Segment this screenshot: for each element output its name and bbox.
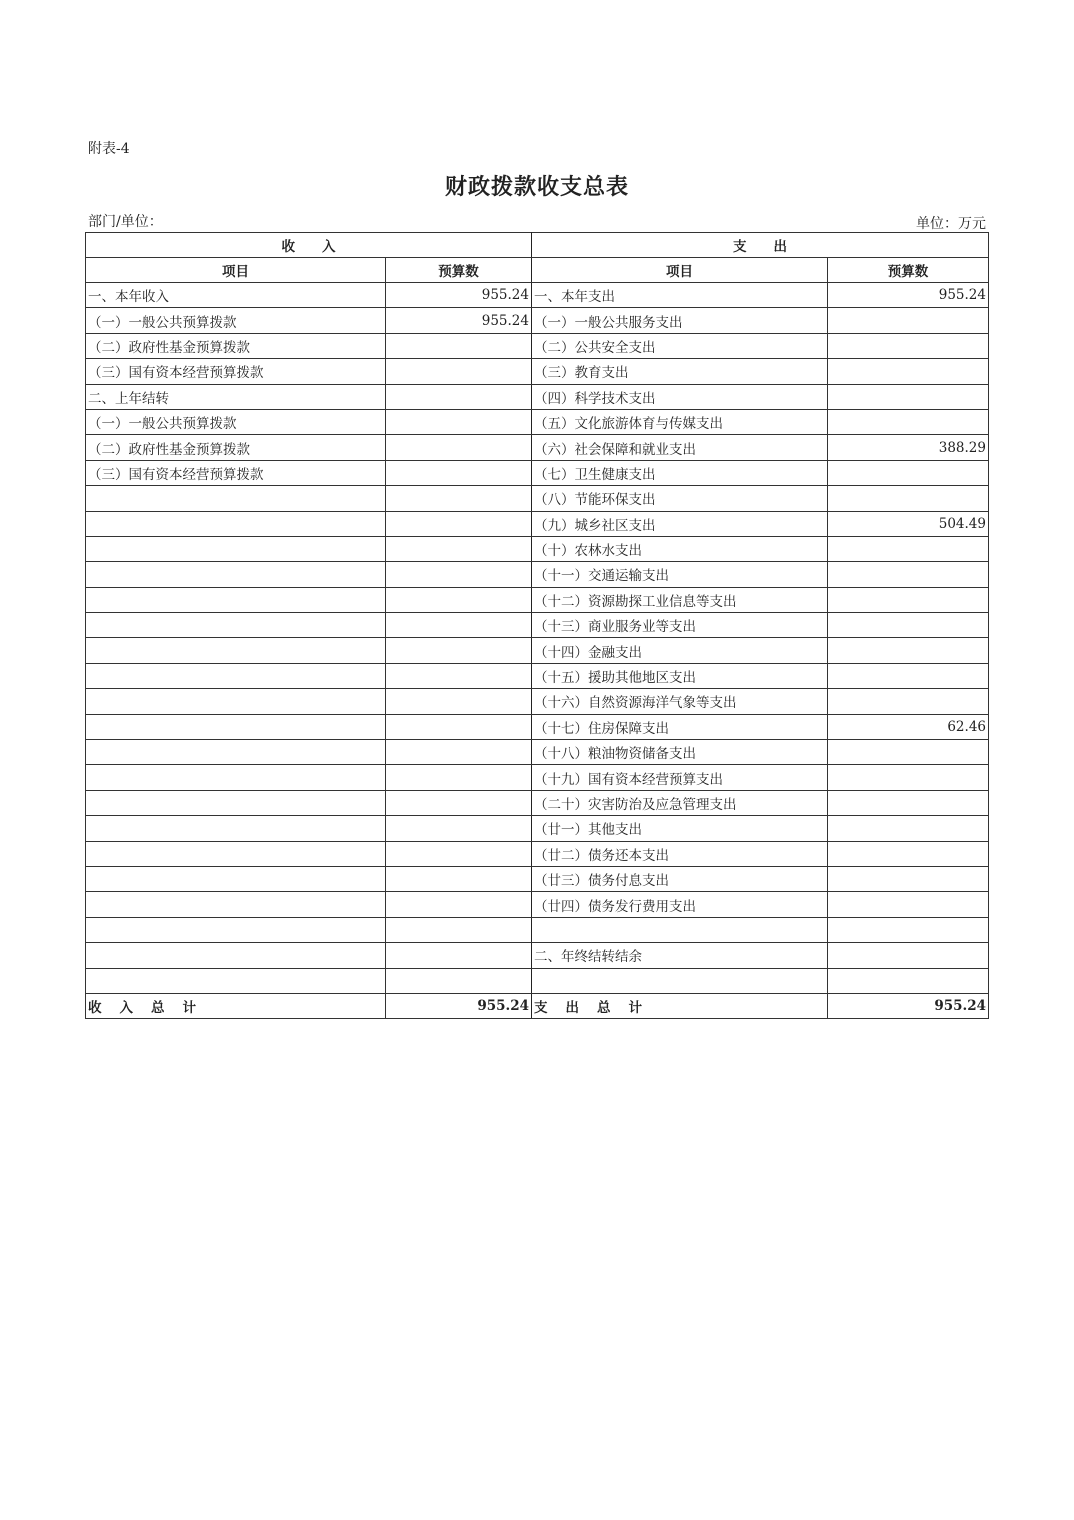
income-item-cell: （一）一般公共预算拨款 [86,409,386,434]
expense-item-cell [532,917,828,942]
income-value-cell [386,536,532,561]
table-row [86,384,989,409]
income-value-cell [386,866,532,891]
table-row [86,409,989,434]
expense-item-cell: （二十）灾害防治及应急管理支出 [532,790,828,815]
income-value-cell: 955.24 [386,283,532,308]
income-section-header: 收 入 [86,233,532,258]
income-value-cell [386,968,532,993]
income-item-cell: （二）政府性基金预算拨款 [86,435,386,460]
income-value-cell [386,917,532,942]
expense-value-cell: 62.46 [828,714,989,739]
expense-item-cell: （十三）商业服务业等支出 [532,613,828,638]
table-row [86,283,989,308]
income-item-cell [86,511,386,536]
table-row [86,511,989,536]
table-row [86,892,989,917]
table-row [86,638,989,663]
expense-value-cell [828,765,989,790]
expense-value-cell [828,587,989,612]
expense-item-cell: （四）科学技术支出 [532,384,828,409]
income-value-cell [386,409,532,434]
income-value-cell [386,943,532,968]
income-item-cell [86,714,386,739]
expense-value-cell [828,359,989,384]
income-total-label: 收入总计 [86,993,386,1018]
expense-value-cell [828,740,989,765]
table-row [86,460,989,485]
expense-value-cell [828,333,989,358]
income-item-cell [86,638,386,663]
income-value-cell [386,613,532,638]
income-item-cell [86,486,386,511]
income-item-cell: （一）一般公共预算拨款 [86,308,386,333]
income-item-cell [86,790,386,815]
expense-value-cell [828,663,989,688]
income-item-cell: 一、本年收入 [86,283,386,308]
income-value-cell [386,740,532,765]
income-value-cell [386,790,532,815]
income-value-cell [386,486,532,511]
page-title: 财政拨款收支总表 [444,174,629,200]
income-item-cell: （三）国有资本经营预算拨款 [86,359,386,384]
income-value-cell [386,333,532,358]
income-item-cell [86,841,386,866]
table-row [86,765,989,790]
expense-total-label: 支出总计 [532,993,828,1018]
income-value-cell [386,638,532,663]
expense-item-cell: （一）一般公共服务支出 [532,308,828,333]
expense-value-cell [828,816,989,841]
table-row [86,613,989,638]
expense-value-cell [828,943,989,968]
table-row [86,308,989,333]
income-value-cell [386,663,532,688]
expense-item-cell: （六）社会保障和就业支出 [532,435,828,460]
dept-label: 部门/单位： [88,214,163,230]
income-value-cell: 955.24 [386,308,532,333]
expense-value-cell [828,460,989,485]
expense-value-cell [828,562,989,587]
unit-label: 单位：万元 [916,216,986,232]
table-row [86,866,989,891]
expense-total-value: 955.24 [828,993,989,1018]
expense-value-cell [828,486,989,511]
table-row [86,359,989,384]
income-item-cell [86,562,386,587]
income-value-cell [386,689,532,714]
expense-item-cell: （九）城乡社区支出 [532,511,828,536]
expense-value-cell [828,536,989,561]
table-row [86,333,989,358]
income-item-cell [86,866,386,891]
expense-item-cell: （廿三）债务付息支出 [532,866,828,891]
table-row [86,841,989,866]
income-value-cell [386,892,532,917]
expense-item-cell: （十五）援助其他地区支出 [532,663,828,688]
expense-item-cell: （三）教育支出 [532,359,828,384]
table-row [86,943,989,968]
expense-item-cell: （十六）自然资源海洋气象等支出 [532,689,828,714]
income-item-cell [86,740,386,765]
expense-budget-header: 预算数 [828,258,989,283]
income-item-cell: （二）政府性基金预算拨款 [86,333,386,358]
expense-value-cell [828,384,989,409]
income-item-cell [86,663,386,688]
income-total-value: 955.24 [386,993,532,1018]
expense-item-cell: （十八）粮油物资储备支出 [532,740,828,765]
expense-value-cell [828,308,989,333]
income-value-cell [386,841,532,866]
table-row [86,816,989,841]
income-item-cell [86,917,386,942]
expense-item-cell: （十七）住房保障支出 [532,714,828,739]
table-row [86,435,989,460]
income-item-cell [86,536,386,561]
income-item-cell [86,587,386,612]
income-item-cell [86,968,386,993]
expense-item-cell: （十一）交通运输支出 [532,562,828,587]
income-value-cell [386,384,532,409]
income-value-cell [386,816,532,841]
table-row [86,790,989,815]
table-row [86,968,989,993]
table-row [86,536,989,561]
income-value-cell [386,511,532,536]
income-value-cell [386,765,532,790]
income-item-cell [86,765,386,790]
income-item-cell [86,613,386,638]
column-header-row [86,258,989,283]
table-row [86,587,989,612]
budget-table [85,232,989,1019]
expense-item-cell: （廿四）债务发行费用支出 [532,892,828,917]
expense-item-cell: （廿二）债务还本支出 [532,841,828,866]
expense-item-cell: （二）公共安全支出 [532,333,828,358]
income-value-cell [386,460,532,485]
total-row [86,993,989,1018]
table-row [86,562,989,587]
income-item-cell: （三）国有资本经营预算拨款 [86,460,386,485]
income-value-cell [386,562,532,587]
expense-value-cell [828,866,989,891]
expense-item-cell: （十）农林水支出 [532,536,828,561]
expense-item-cell: （七）卫生健康支出 [532,460,828,485]
expense-value-cell: 504.49 [828,511,989,536]
table-row [86,486,989,511]
expense-item-cell: （五）文化旅游体育与传媒支出 [532,409,828,434]
income-budget-header: 预算数 [386,258,532,283]
expense-section-header: 支 出 [532,233,989,258]
expense-item-cell: 一、本年支出 [532,283,828,308]
table-row [86,714,989,739]
expense-item-cell [532,968,828,993]
section-header-row [86,233,989,258]
expense-value-cell [828,689,989,714]
expense-item-cell: （十二）资源勘探工业信息等支出 [532,587,828,612]
expense-item-cell: （八）节能环保支出 [532,486,828,511]
income-item-cell: 二、上年结转 [86,384,386,409]
expense-value-cell [828,409,989,434]
income-item-cell [86,689,386,714]
expense-value-cell [828,917,989,942]
income-item-header: 项目 [86,258,386,283]
table-row [86,689,989,714]
expense-value-cell [828,892,989,917]
expense-item-cell: （廿一）其他支出 [532,816,828,841]
income-value-cell [386,435,532,460]
expense-item-cell: （十九）国有资本经营预算支出 [532,765,828,790]
expense-value-cell [828,638,989,663]
expense-value-cell [828,968,989,993]
table-row [86,917,989,942]
expense-value-cell [828,790,989,815]
attachment-label: 附表-4 [88,141,130,157]
income-item-cell [86,816,386,841]
income-value-cell [386,359,532,384]
income-value-cell [386,714,532,739]
table-row [86,663,989,688]
income-item-cell [86,943,386,968]
expense-value-cell: 955.24 [828,283,989,308]
income-value-cell [386,587,532,612]
expense-item-cell: （十四）金融支出 [532,638,828,663]
income-item-cell [86,892,386,917]
expense-item-header: 项目 [532,258,828,283]
expense-item-cell: 二、年终结转结余 [532,943,828,968]
expense-value-cell: 388.29 [828,435,989,460]
table-row [86,740,989,765]
expense-value-cell [828,613,989,638]
expense-value-cell [828,841,989,866]
